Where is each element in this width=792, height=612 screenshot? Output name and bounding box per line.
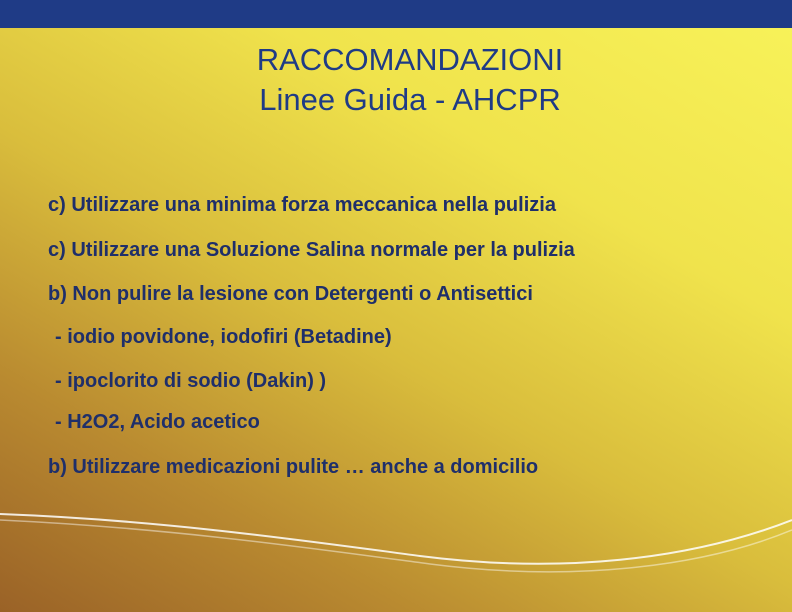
title-line-2: Linee Guida - AHCPR <box>259 82 561 117</box>
bullet-item: c) Utilizzare una minima forza meccanica nella pulizia <box>48 194 556 216</box>
bullet-item: b) Utilizzare medicazioni pulite … anche a domicilio <box>48 456 539 478</box>
sub-bullet-item: - ipoclorito di sodio (Dakin) ) <box>55 370 327 392</box>
title-line-1: RACCOMANDAZIONI <box>256 42 564 77</box>
bullet-item: b) Non pulire la lesione con Detergenti o Antisettici <box>48 283 533 305</box>
bullet-item: c) Utilizzare una Soluzione Salina normale per la pulizia <box>48 239 575 261</box>
sub-bullet-item: - H2O2, Acido acetico <box>55 411 260 433</box>
sub-bullet-item: - iodio povidone, iodofiri (Betadine) <box>55 326 392 348</box>
